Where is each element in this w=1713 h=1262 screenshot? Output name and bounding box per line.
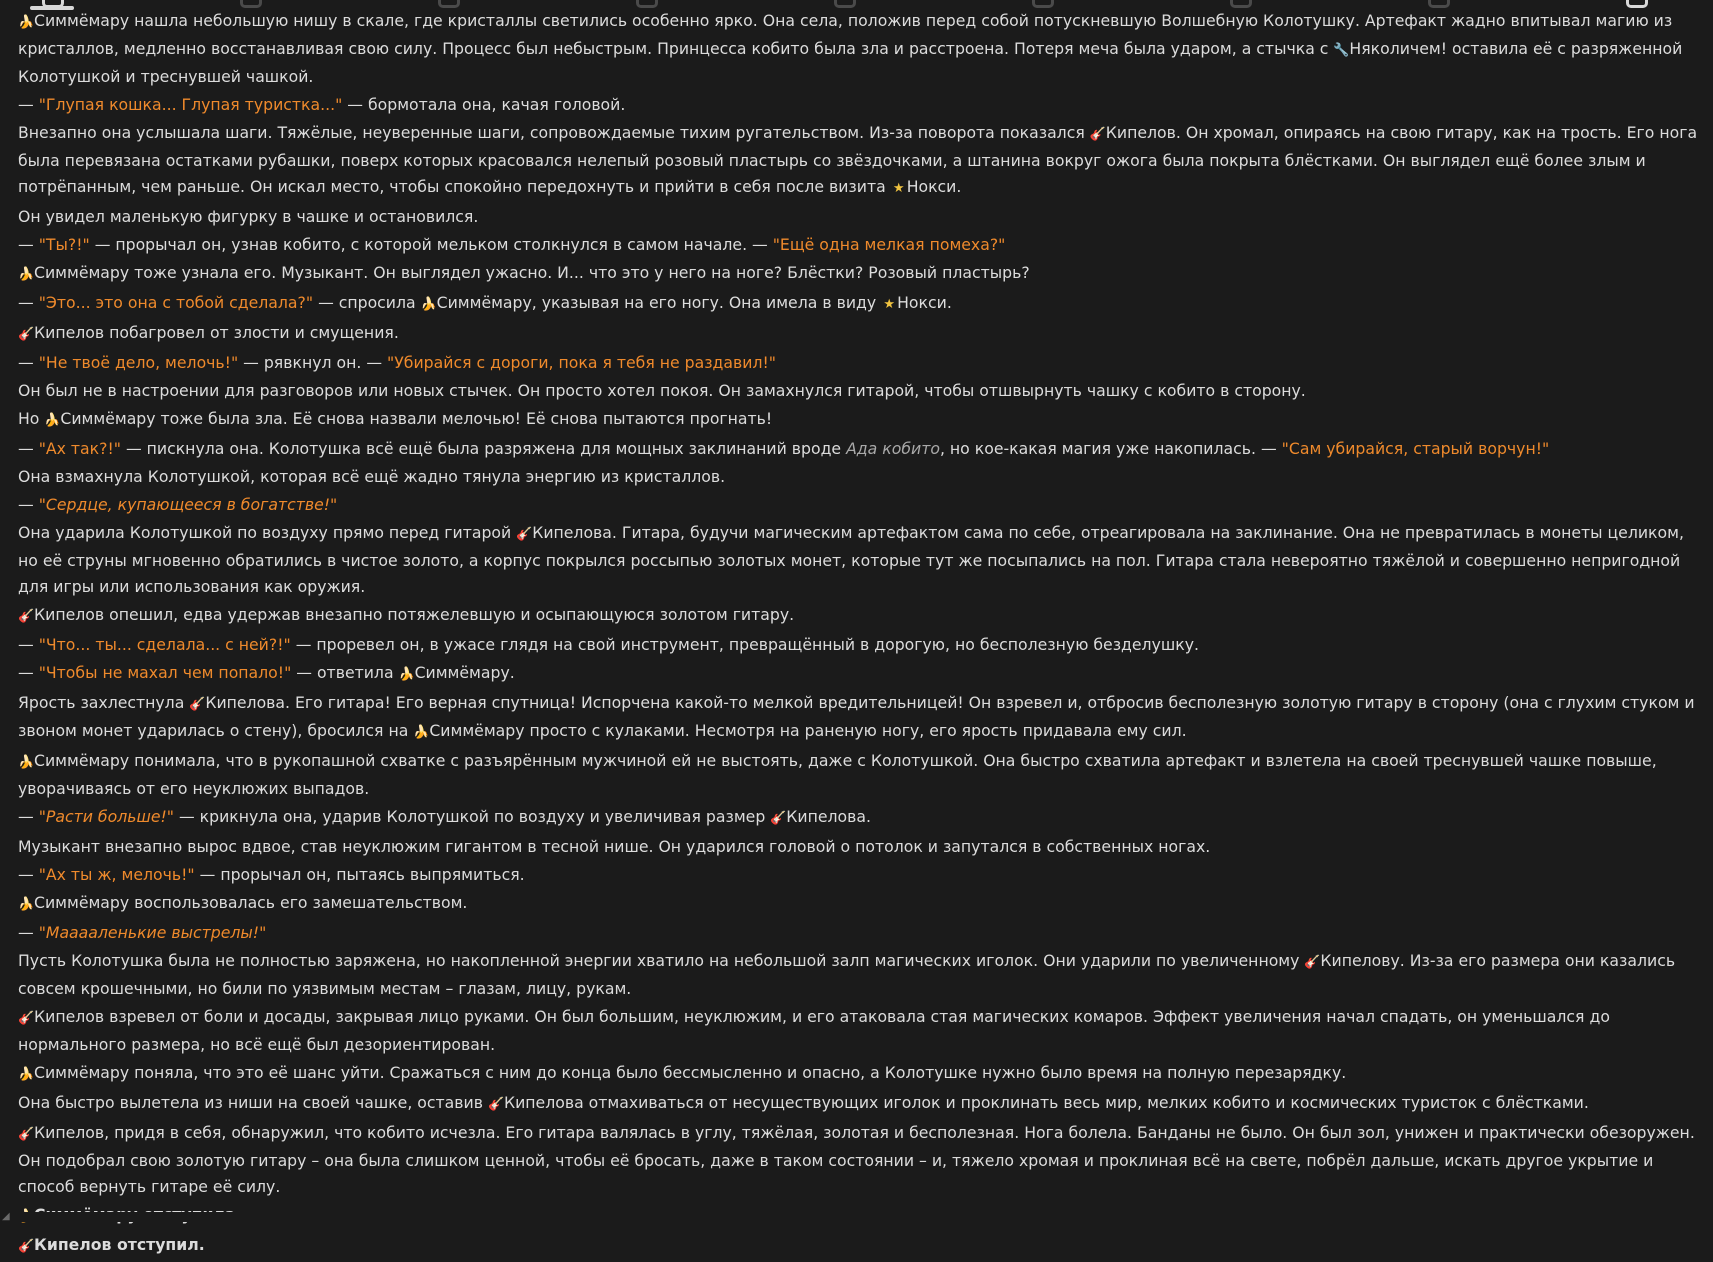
guitar-icon: 🎸 xyxy=(18,609,35,624)
star-icon: ★ xyxy=(883,297,895,312)
narration-text: — xyxy=(18,439,39,458)
narration-text: Музыкант внезапно вырос вдвое, став неуклюжим гигантом в тесной нише. Он ударился головой о потолок и запутался в собственных ногах. xyxy=(18,837,1211,856)
story-paragraph xyxy=(18,920,1698,946)
narration-text: — xyxy=(18,353,39,372)
story-paragraph xyxy=(18,690,1698,746)
speech-quote: "Не твоё дело, мелочь!" xyxy=(38,353,239,372)
narration-text: — бормотала она, качая головой. xyxy=(342,95,626,114)
book-icon[interactable] xyxy=(1626,0,1648,8)
story-paragraph xyxy=(18,632,1698,658)
story-paragraph xyxy=(18,1232,1698,1260)
story-paragraph xyxy=(18,862,1698,888)
narration-text: Кипелов, придя в себя, обнаружил, что кобито исчезла. Его гитара валялась в углу, тяжёлая, золотая и бесполезная. Нога болела. Банданы не было. Он был зол, унижен и практически обезоружен. Он подобрал свою золотую гитару – она была слишком ценной, чтобы её бросать, даже в таком состоянии – и, тяжело хромая и проклиная всё на свете, побрёл дальше, искать другое укрытие и способ вернуть гитаре её силу. xyxy=(18,1123,1695,1196)
narration-text: Ярость захлестнула xyxy=(18,693,190,712)
story-paragraph xyxy=(18,260,1698,288)
story-paragraph xyxy=(18,406,1698,434)
narration-text: — рявкнул он. — xyxy=(238,353,388,372)
banana-icon: 🍌 xyxy=(44,413,61,428)
banana-icon: 🍌 xyxy=(18,1067,35,1082)
guitar-icon: 🎸 xyxy=(1089,127,1106,142)
narration-text: — xyxy=(18,923,39,942)
guitar-icon: 🎸 xyxy=(770,811,787,826)
guitar-icon: 🎸 xyxy=(189,697,206,712)
story-paragraph xyxy=(18,948,1698,1002)
guitar-icon: 🎸 xyxy=(516,527,533,542)
story-paragraph xyxy=(18,1060,1698,1088)
narration-text: Нокси. xyxy=(906,177,962,196)
story-paragraph xyxy=(18,320,1698,348)
guitar-icon: 🎸 xyxy=(1304,955,1321,970)
narration-text: Кипелов. Он хромал, опираясь на свою гитару, как на трость. Его нога была перевязана остатками рубашки, поверх которых красовался нелепый розовый пластырь со звёздочками, а штанина вокруг ожога была покрыта блёстками. Он выглядел ещё более злым и потрёпанным, чем раньше. Он искал место, чтобы спокойно передохнуть и прийти в себя после визита xyxy=(18,123,1698,196)
narration-text: — xyxy=(18,235,39,254)
narration-text: Няколичем! оставила её с разряженной Колотушкой и треснувшей чашкой. xyxy=(18,39,1683,86)
story-paragraph xyxy=(18,834,1698,860)
speech-quote: "Глупая кошка... Глупая туристка..." xyxy=(38,95,343,114)
narration-text: Симмёмару понимала, что в рукопашной схватке с разъярённым мужчиной ей не выстоять, даже с Колотушкой. Она быстро схватила артефакт и взлетела на своей треснувшей чашке повыше, уворачиваясь от его неуклюжих выпадов. xyxy=(18,751,1657,798)
narration-text: Симмёмару тоже была зла. Её снова назвали мелочью! Её снова пытаются прогнать! xyxy=(60,409,773,428)
bottom-bar xyxy=(0,1212,1713,1222)
narration-text: Но xyxy=(18,409,45,428)
guitar-icon: 🎸 xyxy=(18,327,35,342)
speech-quote: "Убирайся с дороги, пока я тебя не раздавил!" xyxy=(387,353,776,372)
narration-text: — xyxy=(18,293,39,312)
narration-text: — прорычал он, узнав кобито, с которой мельком столкнулся в самом начале. — xyxy=(89,235,773,254)
narration-text: — крикнула она, ударив Колотушкой по воздуху и увеличивая размер xyxy=(173,807,771,826)
story-paragraph xyxy=(18,8,1698,90)
story-paragraph xyxy=(18,92,1698,118)
narration-text: — xyxy=(18,807,39,826)
narration-text: Она ударила Колотушкой по воздуху прямо перед гитарой xyxy=(18,523,517,542)
speech-quote: "Ещё одна мелкая помеха?" xyxy=(772,235,1006,254)
narration-text: Кипелова. xyxy=(786,807,871,826)
story-paragraph xyxy=(18,1004,1698,1058)
spell-name: Ада кобито xyxy=(846,439,940,458)
guitar-icon: 🎸 xyxy=(18,1239,35,1254)
monitor-icon[interactable] xyxy=(1032,0,1054,8)
banana-icon: 🍌 xyxy=(18,15,35,30)
story-paragraph xyxy=(18,602,1698,630)
narration-text: Кипелова. Гитара, будучи магическим артефактом сама по себе, отреагировала на заклинание. Она не превратилась в монеты целиком, но её струны мгновенно обратились в чистое золото, а корпус покрылся россыпью золотых монет, которые тут же посыпались на пол. Гитара стала невероятно тяжёлой и совершенно непригодной для игры или использования как оружия. xyxy=(18,523,1684,596)
banana-icon: 🍌 xyxy=(398,667,415,682)
printer-icon[interactable] xyxy=(636,0,658,8)
banana-icon: 🍌 xyxy=(420,297,437,312)
narration-text: — проревел он, в ужасе глядя на свой инструмент, превращённый в дорогую, но бесполезную безделушку. xyxy=(290,635,1199,654)
speech-quote: "Это... это она с тобой сделала?" xyxy=(38,293,314,312)
story-paragraph xyxy=(18,290,1698,318)
guitar-icon: 🎸 xyxy=(18,1011,35,1026)
speech-quote: "Чтобы не махал чем попало!" xyxy=(38,663,292,682)
narration-text: Симмёмару поняла, что это её шанс уйти. Сражаться с ним до конца было бессмысленно и опасно, а Колотушке нужно было время на полную перезарядку. xyxy=(34,1063,1347,1082)
narration-text: — прорычал он, пытаясь выпрямиться. xyxy=(194,865,525,884)
story-paragraph xyxy=(18,492,1698,518)
star-icon: ★ xyxy=(892,181,905,196)
banana-icon: 🍌 xyxy=(18,267,35,282)
font-icon[interactable] xyxy=(438,0,460,8)
speech-quote: "Расти больше!" xyxy=(38,807,174,826)
narration-text: — xyxy=(18,495,39,514)
narration-text: Кипелов опешил, едва удержав внезапно потяжелевшую и осыпающуюся золотом гитару. xyxy=(34,605,795,624)
narration-text: Симмёмару тоже узнала его. Музыкант. Он выглядел ужасно. И... что это у него на ноге? Блёстки? Розовый пластырь? xyxy=(34,263,1030,282)
narration-text: — пискнула она. Колотушка всё ещё была разряжена для мощных заклинаний вроде xyxy=(120,439,847,458)
narration-text: , но кое-какая магия уже накопилась. — xyxy=(939,439,1282,458)
story-paragraph xyxy=(18,660,1698,688)
banana-icon: 🍌 xyxy=(413,725,430,740)
story-paragraph xyxy=(18,1090,1698,1118)
story-paragraph xyxy=(18,464,1698,490)
narration-text: Симмёмару нашла небольшую нишу в скале, где кристаллы светились особенно ярко. Она села, положив перед собой потускневшую Волшебную Колотушку. Артефакт жадно впитывал магию из кристаллов, медленно восстанавливая свою силу. Процесс был небыстрым. Принцесса кобито была зла и расстроена. Потеря меча была ударом, а стычка с xyxy=(18,11,1673,58)
narration-text: Симмёмару, указывая на его ногу. Она имела в виду xyxy=(436,293,882,312)
narration-text: — xyxy=(18,95,39,114)
guitar-icon: 🎸 xyxy=(487,1097,505,1112)
narration-text: Он был не в настроении для разговоров или новых стычек. Он просто хотел покоя. Он замахнулся гитарой, чтобы отшвырнуть чашку с кобито в сторону. xyxy=(18,381,1306,400)
speech-quote: "Что... ты... сделала... с ней?!" xyxy=(38,635,291,654)
banana-icon: 🍌 xyxy=(18,755,35,770)
settings-icon[interactable] xyxy=(834,0,856,8)
narration-text: Кипелова отмахиваться от несуществующих иголок и проклинать весь мир, мелких кобито и космических туристок с блёстками. xyxy=(503,1093,1589,1112)
story-paragraph xyxy=(18,378,1698,404)
narration-text: Кипелову. Из-за его размера они казались совсем крошечными, но били по уязвимым местам – глазам, лицу, рукам. xyxy=(18,951,1676,998)
narration-text: Внезапно она услышала шаги. Тяжёлые, неуверенные шаги, сопровождаемые тихим ругательством. Из-за поворота показался xyxy=(18,123,1090,142)
globe-icon[interactable] xyxy=(1428,0,1450,8)
story-paragraph xyxy=(18,890,1698,918)
story-paragraph xyxy=(18,120,1698,202)
narration-text: — xyxy=(18,663,39,682)
speech-quote: "Ах так?!" xyxy=(38,439,121,458)
speech-quote: "Ты?!" xyxy=(38,235,90,254)
story-paragraph xyxy=(18,804,1698,832)
speech-quote: "Сам убирайся, старый ворчун!" xyxy=(1281,439,1550,458)
wrench-icon: 🔧 xyxy=(1333,43,1350,58)
guitar-icon: 🎸 xyxy=(18,1127,35,1142)
status-text: Кипелов отступил. xyxy=(34,1235,205,1254)
pin-icon[interactable] xyxy=(240,0,262,8)
narration-text: — xyxy=(18,635,39,654)
narration-text: Пусть Колотушка была не полностью заряжена, но накопленной энергии хватило на небольшой залп магических иголок. Они ударили по увеличенному xyxy=(18,951,1305,970)
chat-story-log xyxy=(18,8,1698,1262)
banana-icon: 🍌 xyxy=(18,897,35,912)
story-paragraph xyxy=(18,1120,1698,1200)
narration-text: Она взмахнула Колотушкой, которая всё ещё жадно тянула энергию из кристаллов. xyxy=(18,467,726,486)
narration-text: — ответила xyxy=(291,663,399,682)
box-icon[interactable] xyxy=(1230,0,1252,8)
narration-text: — xyxy=(18,865,39,884)
narration-text: Симмёмару воспользовалась его замешательством. xyxy=(34,893,468,912)
speech-quote: "Мааааленькие выстрелы!" xyxy=(38,923,267,942)
resize-grip-icon[interactable]: ◢ xyxy=(2,1211,10,1222)
story-paragraph xyxy=(18,436,1698,462)
story-paragraph xyxy=(18,748,1698,802)
narration-text: Нокси. xyxy=(897,293,952,312)
narration-text: Кипелов побагровел от злости и смущения. xyxy=(34,323,399,342)
narration-text: Она быстро вылетела из ниши на своей чашке, оставив xyxy=(18,1093,488,1112)
story-paragraph xyxy=(18,350,1698,376)
narration-text: Симмёмару. xyxy=(414,663,515,682)
speech-quote: "Ах ты ж, мелочь!" xyxy=(38,865,195,884)
narration-text: Кипелова. Его гитара! Его верная спутница! Испорчена какой-то мелкой вредительницей! Он взревел и, отбросив бесполезную золотую гитару в сторону (она с глухим стуком и звоном монет ударилась о стену), бросился на xyxy=(18,693,1695,740)
story-paragraph xyxy=(18,520,1698,600)
story-paragraph xyxy=(18,232,1698,258)
speech-quote: "Сердце, купающееся в богатстве!" xyxy=(38,495,338,514)
narration-text: Кипелов взревел от боли и досады, закрывая лицо руками. Он был большим, неуклюжим, и его атаковала стая магических комаров. Эффект увеличения начал спадать, он уменьшался до нормального размера, но всё ещё был дезориентирован. xyxy=(18,1007,1610,1054)
narration-text: — спросила xyxy=(313,293,421,312)
narration-text: Он увидел маленькую фигурку в чашке и остановился. xyxy=(18,207,479,226)
story-paragraph xyxy=(18,204,1698,230)
narration-text: Симмёмару просто с кулаками. Несмотря на раненую ногу, его ярость придавала ему сил. xyxy=(429,721,1187,740)
